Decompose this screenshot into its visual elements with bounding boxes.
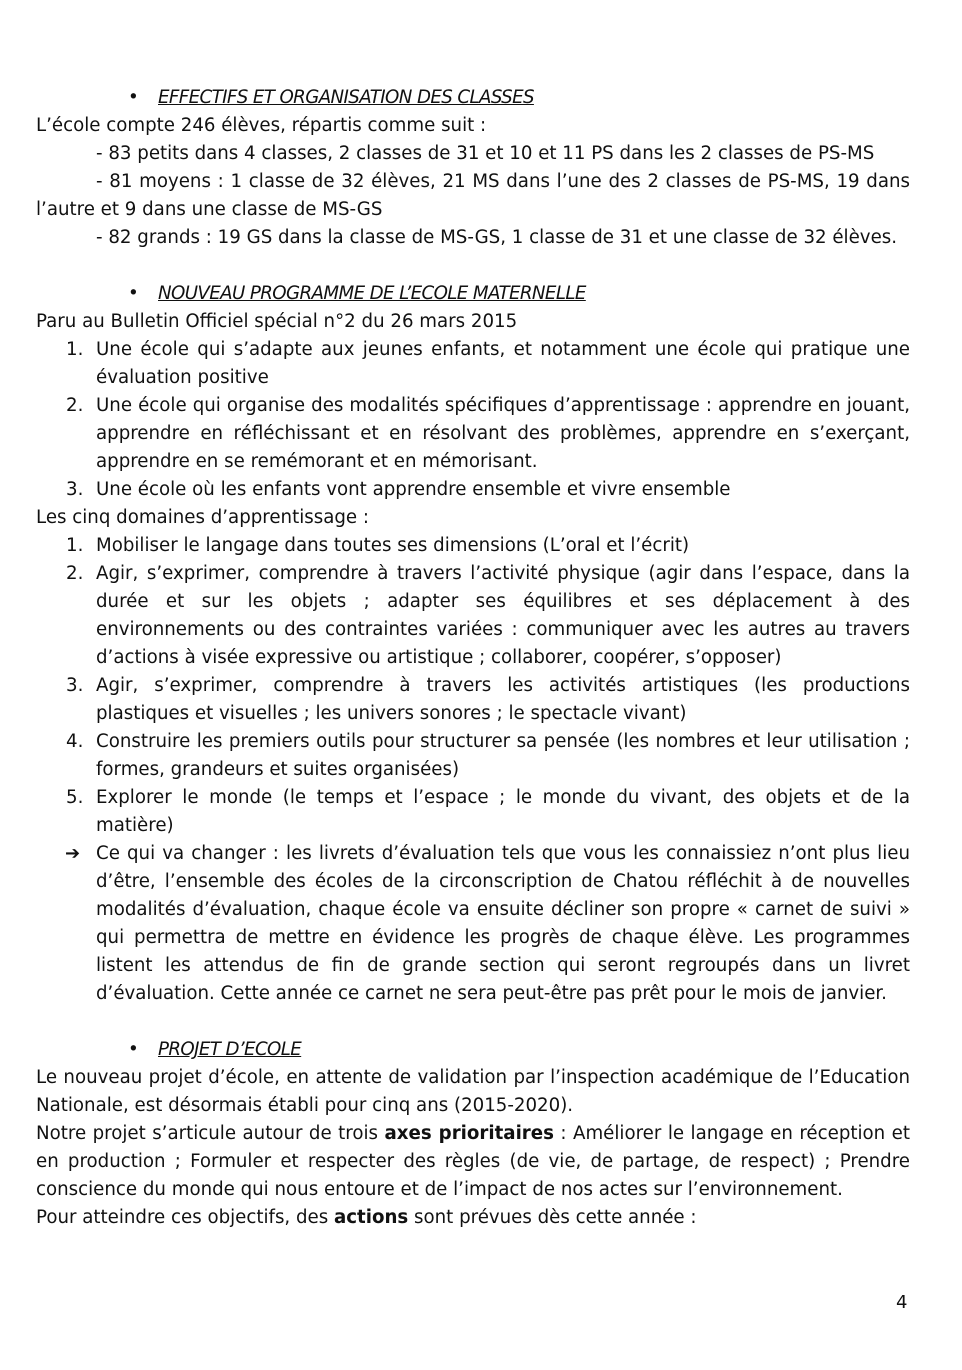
document-page [36, 84, 910, 1232]
list-number: 1. [66, 535, 84, 556]
section-heading-effectifs [36, 84, 910, 112]
section-title: NOUVEAU PROGRAMME DE L’ECOLE MATERNELLE [158, 283, 586, 304]
list-text: Une école qui organise des modalités spécifiques d’apprentissage : apprendre en jouant, apprendre en réfléchissant et en résolvant des problèmes, apprendre en s’exerçant, apprendre en se remémorant et en mémorisant. [96, 395, 910, 472]
note-text: Ce qui va changer : les livrets d’évaluation tels que vous les connaissiez n’ont plus lieu d’être, l’ensemble des écoles de la circonscription de Chatou réfléchit à de nouvelles modalités d’évaluation, chaque école va ensuite décliner son propre « carnet de suivi » qui permettra de mettre en évidence les progrès de chaque élève. Les programmes listent les attendus de fin de grande section qui seront regroupés dans un livret d’évaluation. Cette année ce carnet ne sera peut-être pas prêt pour le mois de janvier. [96, 843, 910, 1004]
list-item [36, 784, 910, 840]
list-item: - 83 petits dans 4 classes, 2 classes de 31 et 10 et 11 PS dans les 2 classes de PS-MS [96, 143, 875, 164]
paragraph [36, 1204, 910, 1232]
list-number: 3. [66, 675, 84, 696]
list-number: 2. [66, 395, 84, 416]
text: sont prévues dès cette année : [408, 1207, 697, 1228]
bold-text: actions [333, 1207, 409, 1228]
list-number: 3. [66, 479, 84, 500]
bullet-icon: • [128, 283, 139, 304]
page-number: 4 [896, 1292, 908, 1313]
bold-text: axes prioritaires [384, 1123, 554, 1144]
section-title: PROJET D’ECOLE [158, 1039, 302, 1060]
list-item [36, 532, 910, 560]
list-number: 4. [66, 731, 84, 752]
arrow-right-icon: ➔ [65, 843, 81, 864]
paragraph: Paru au Bulletin Officiel spécial n°2 du 26 mars 2015 [36, 311, 518, 332]
list-text: Explorer le monde (le temps et l’espace ; le monde du vivant, des objets et de la matière) [96, 787, 910, 836]
section-title: EFFECTIFS ET ORGANISATION DES CLASSES [158, 87, 534, 108]
list-number: 1. [66, 339, 84, 360]
text: Pour atteindre ces objectifs, des [36, 1207, 334, 1228]
list-item: - 82 grands : 19 GS dans la classe de MS-GS, 1 classe de 31 et une classe de 32 élèves. [96, 227, 898, 248]
list-item [36, 728, 910, 784]
bullet-icon: • [128, 1039, 139, 1060]
list-text: Une école où les enfants vont apprendre ensemble et vivre ensemble [96, 479, 731, 500]
list-number: 2. [66, 563, 84, 584]
paragraph: L’école compte 246 élèves, répartis comme suit : [36, 115, 487, 136]
list-item [36, 392, 910, 476]
section-heading-programme [36, 280, 910, 308]
arrow-note [36, 840, 910, 1008]
text: Notre projet s’articule autour de trois [36, 1123, 385, 1144]
list-item [36, 672, 910, 728]
list-item [36, 336, 910, 392]
list-item-continuation: l’autre et 9 dans une classe de MS-GS [36, 199, 383, 220]
numbered-list-domaines [36, 532, 910, 1008]
list-text: Agir, s’exprimer, comprendre à travers les activités artistiques (les productions plastiques et visuelles ; les univers sonores ; le spectacle vivant) [96, 675, 910, 724]
list-text: Agir, s’exprimer, comprendre à travers l’activité physique (agir dans l’espace, dans la durée et sur les objets ; adapter ses équilibres et ses déplacement à des environnements ou des contraintes variées : communiquer avec les autres au travers d’actions à visée expressive ou artistique ; collaborer, coopérer, s’opposer) [96, 563, 910, 668]
paragraph: Les cinq domaines d’apprentissage : [36, 507, 370, 528]
list-text: Mobiliser le langage dans toutes ses dimensions (L’oral et l’écrit) [96, 535, 690, 556]
list-text: Construire les premiers outils pour structurer sa pensée (les nombres et leur utilisation ; formes, grandeurs et suites organisées) [96, 731, 910, 780]
numbered-list-ecole [36, 336, 910, 504]
list-item [36, 476, 910, 504]
list-text: Une école qui s’adapte aux jeunes enfants, et notamment une école qui pratique une évaluation positive [96, 339, 910, 388]
paragraph [36, 1120, 910, 1204]
bullet-icon: • [128, 87, 139, 108]
paragraph: Le nouveau projet d’école, en attente de validation par l’inspection académique de l’Education Nationale, est désormais établi pour cinq ans (2015-2020). [36, 1067, 910, 1116]
list-item: - 81 moyens : 1 classe de 32 élèves, 21 MS dans l’une des 2 classes de PS-MS, 19 dans [96, 171, 910, 192]
text: : Améliorer le langage en réception et en production ; Formuler et respecter des règles (de vie, de partage, de respect) ; Prendre conscience du monde qui nous entoure et de l’impact de nos actes sur l’environnement. [36, 1123, 910, 1200]
list-number: 5. [66, 787, 84, 808]
section-heading-projet [36, 1036, 910, 1064]
list-item [36, 560, 910, 672]
